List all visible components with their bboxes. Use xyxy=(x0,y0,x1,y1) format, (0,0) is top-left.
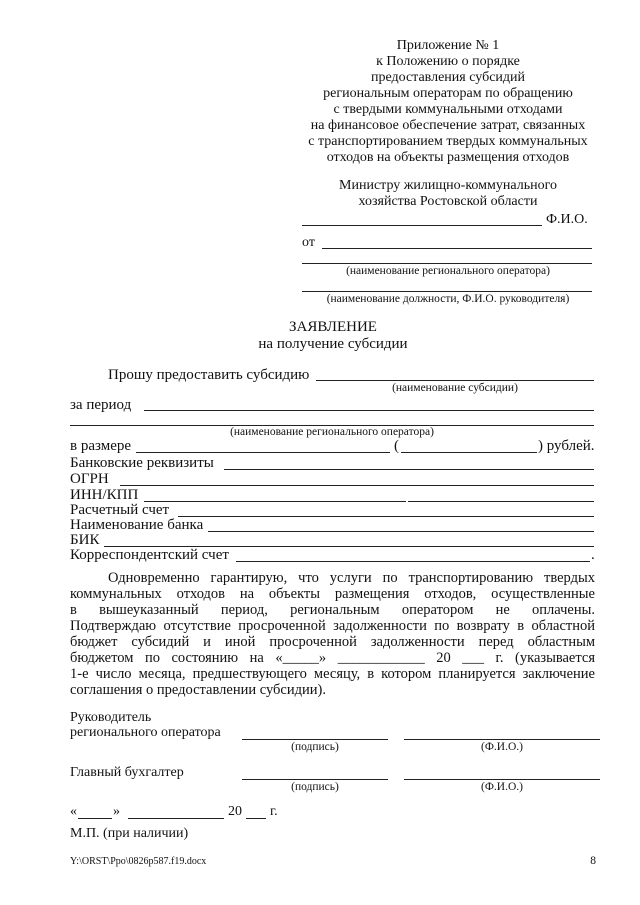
inn-line xyxy=(144,501,406,502)
operator-name-hint: (наименование регионального оператора) xyxy=(230,426,434,438)
fio-hint: (Ф.И.О.) xyxy=(481,781,523,793)
head-title-line1: Руководитель xyxy=(70,710,152,725)
date-month-line xyxy=(128,818,224,819)
subsidy-hint: (наименование субсидии) xyxy=(392,382,518,394)
accountant-title: Главный бухгалтер xyxy=(70,765,184,780)
addressee-line: Министру жилищно-коммунального xyxy=(339,178,557,193)
document-subtitle: на получение субсидии xyxy=(258,336,408,352)
bank-details-line xyxy=(224,469,594,470)
bank-name-label: Наименование банка xyxy=(70,517,204,533)
appendix-line: с транспортированием твердых коммунальных xyxy=(308,134,588,149)
fio-label: Ф.И.О. xyxy=(546,212,588,227)
paragraph-line: бюджет субсидий и иной просроченной задолженности перед областным xyxy=(70,634,595,650)
bank-name-line xyxy=(208,531,594,532)
paragraph-line: Подтверждаю отсутствие просроченной задолженности по возврату в областной xyxy=(70,618,595,634)
accountant-signature-line xyxy=(242,779,388,780)
account-label: Расчетный счет xyxy=(70,502,170,518)
appendix-line: Приложение № 1 xyxy=(396,38,500,53)
date-close-quote: » xyxy=(113,804,120,819)
appendix-line: отходов на объекты размещения отходов xyxy=(326,150,570,165)
paragraph-line: 1-е число месяца, предшествующего месяцу, в котором планируется заключение xyxy=(70,666,595,682)
stamp-note: М.П. (при наличии) xyxy=(70,826,189,841)
operator-hint: (наименование регионального оператора) xyxy=(346,265,550,277)
paragraph-line: в вышеуказанный период, региональным оператором не оплачены. xyxy=(70,602,595,618)
head-line xyxy=(302,291,592,292)
amount-label: в размере xyxy=(70,438,132,454)
corr-account-label: Корреспондентский счет xyxy=(70,547,229,563)
period-label: за период xyxy=(70,397,132,413)
appendix-line: к Положению о порядке xyxy=(376,54,520,69)
signature-hint: (подпись) xyxy=(291,741,339,753)
appendix-line: региональным операторам по обращению xyxy=(323,86,573,101)
account-line xyxy=(178,516,594,517)
operator-line xyxy=(302,263,592,264)
document-title: ЗАЯВЛЕНИЕ xyxy=(289,319,377,335)
corr-account-line xyxy=(236,561,590,562)
date-g: г. xyxy=(270,804,278,819)
ogrn-line xyxy=(120,485,594,486)
ogrn-label: ОГРН xyxy=(70,471,109,487)
inn-label: ИНН/КПП xyxy=(70,487,139,503)
appendix-line: предоставления субсидий xyxy=(370,70,526,85)
bank-details-label: Банковские реквизиты xyxy=(70,455,214,471)
addressee-line: хозяйства Ростовской области xyxy=(358,194,538,209)
corr-account-dot: . xyxy=(591,547,595,563)
head-hint: (наименование должности, Ф.И.О. руководителя) xyxy=(326,293,570,305)
signature-hint: (подпись) xyxy=(291,781,339,793)
paragraph-line: соглашения о предоставлении субсидии). xyxy=(70,682,326,698)
date-open-quote: « xyxy=(70,804,77,819)
request-label: Прошу предоставить субсидию xyxy=(108,367,310,383)
paragraph-line: бюджетом по состоянию на «_____» ____________ 20 ___ г. (указывается xyxy=(70,650,595,666)
subsidy-name-line xyxy=(316,380,594,381)
head-fio-line xyxy=(404,739,600,740)
date-year-line xyxy=(246,818,266,819)
appendix-line: с твердыми коммунальными отходами xyxy=(333,102,563,117)
head-signature-line xyxy=(242,739,388,740)
kpp-line xyxy=(408,501,594,502)
amount-words-line xyxy=(401,452,537,453)
head-title-line2: регионального оператора xyxy=(70,725,221,740)
amount-suffix: ) рублей. xyxy=(538,438,595,454)
from-label: от xyxy=(302,235,315,250)
amount-open: ( xyxy=(394,438,399,454)
from-line xyxy=(322,248,592,249)
fio-hint: (Ф.И.О.) xyxy=(481,741,523,753)
minister-fio-line xyxy=(302,225,542,226)
appendix-line: на финансовое обеспечение затрат, связанных xyxy=(310,118,586,133)
bik-label: БИК xyxy=(70,532,100,548)
amount-line xyxy=(136,452,390,453)
page-number: 8 xyxy=(590,855,596,867)
date-year-prefix: 20 xyxy=(228,804,242,819)
paragraph-line: коммунальных отходов на объекты размещения отходов, осуществленные xyxy=(70,586,595,602)
period-line xyxy=(144,410,594,411)
paragraph-line: Одновременно гарантирую, что услуги по транспортированию твердых xyxy=(108,570,595,586)
file-path: Y:\ORST\Ppo\0826p587.f19.docx xyxy=(70,856,207,867)
accountant-fio-line xyxy=(404,779,600,780)
date-day-line xyxy=(78,818,112,819)
